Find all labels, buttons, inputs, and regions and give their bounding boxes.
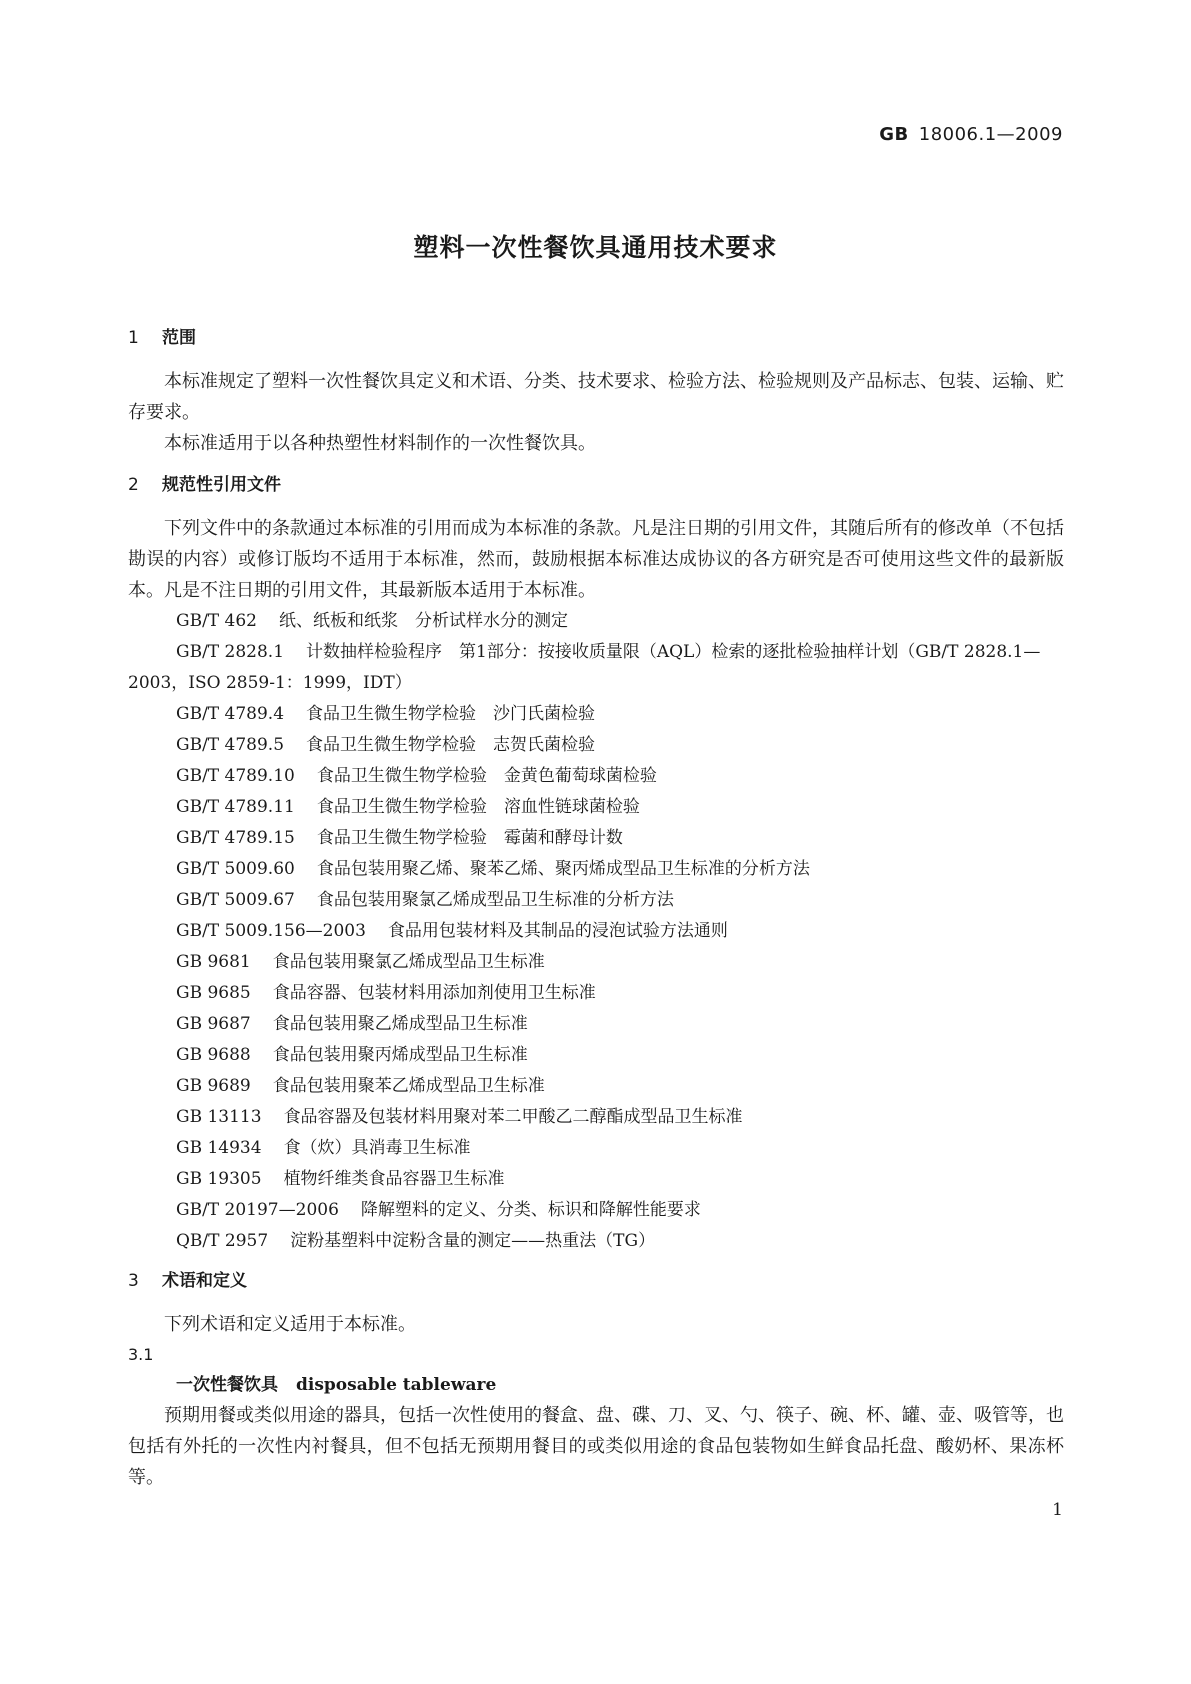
reference-code: GB/T 462: [176, 611, 257, 631]
reference-list: [128, 606, 1064, 1257]
section-title: 范围: [162, 328, 196, 348]
document-body: [128, 324, 1064, 1493]
reference-item: [128, 1195, 1064, 1226]
reference-code: GB/T 4789.15: [176, 828, 295, 848]
section-number: 3: [128, 1271, 139, 1291]
reference-code: GB/T 5009.156—2003: [176, 921, 366, 941]
reference-code: GB/T 20197—2006: [176, 1200, 339, 1220]
section-heading-normative-references: [128, 471, 1064, 499]
reference-code: GB 9685: [176, 983, 251, 1003]
document-title: 塑料一次性餐饮具通用技术要求: [413, 233, 778, 262]
reference-title: 食品卫生微生物学检验 志贺氏菌检验: [306, 735, 596, 755]
reference-item: [128, 823, 1064, 854]
section-number: 1: [128, 328, 139, 348]
reference-code: GB/T 5009.60: [176, 859, 295, 879]
reference-title: 食品包装用聚乙烯成型品卫生标准: [272, 1014, 528, 1034]
reference-item: [128, 947, 1064, 978]
reference-code: GB 9687: [176, 1014, 251, 1034]
reference-title: 食品容器及包装材料用聚对苯二甲酸乙二醇酯成型品卫生标准: [283, 1107, 743, 1127]
reference-title: 纸、纸板和纸浆 分析试样水分的测定: [279, 611, 568, 631]
reference-item: [128, 730, 1064, 761]
reference-item: [128, 916, 1064, 947]
term-chinese: 一次性餐饮具: [176, 1375, 278, 1395]
reference-item: [128, 606, 1064, 637]
reference-item: [128, 854, 1064, 885]
term-definition: 预期用餐或类似用途的器具，包括一次性使用的餐盒、盘、碟、刀、叉、勺、筷子、碗、杯、罐、壶、吸管等，也包括有外托的一次性内衬餐具，但不包括无预期用餐目的或类似用途的食品包装物如生鲜食品托盘、酸奶杯、果冻杯等。: [128, 1405, 1064, 1488]
reference-title: 食品包装用聚丙烯成型品卫生标准: [272, 1045, 528, 1065]
section-title: 术语和定义: [162, 1271, 247, 1291]
reference-title: 食品卫生微生物学检验 沙门氏菌检验: [306, 704, 596, 724]
paragraph: 下列文件中的条款通过本标准的引用而成为本标准的条款。凡是注日期的引用文件，其随后所有的修改单（不包括勘误的内容）或修订版均不适用于本标准，然而，鼓励根据本标准达成协议的各方研究是否可使用这些文件的最新版本。凡是不注日期的引用文件，其最新版本适用于本标准。: [128, 518, 1064, 601]
reference-item: [128, 792, 1064, 823]
reference-title: 淀粉基塑料中淀粉含量的测定——热重法（TG）: [290, 1231, 656, 1251]
reference-code: GB/T 4789.5: [176, 735, 285, 755]
section-heading-terms-definitions: [128, 1267, 1064, 1295]
section-title: 规范性引用文件: [162, 475, 281, 495]
term-entry: [128, 1370, 1064, 1400]
reference-title: 食（炊）具消毒卫生标准: [283, 1138, 471, 1158]
reference-code: GB/T 4789.11: [176, 797, 295, 817]
reference-item: [128, 1071, 1064, 1102]
reference-item: [128, 1226, 1064, 1257]
reference-item: [128, 699, 1064, 730]
paragraph: 本标准适用于以各种热塑性材料制作的一次性餐饮具。: [164, 433, 596, 454]
clause-number: 3.1: [128, 1345, 154, 1364]
reference-item: [128, 1164, 1064, 1195]
reference-item: [128, 637, 1064, 699]
reference-code: GB/T 4789.10: [176, 766, 295, 786]
reference-item: [128, 761, 1064, 792]
reference-item: [128, 885, 1064, 916]
reference-code: GB 9688: [176, 1045, 251, 1065]
reference-title: 食品容器、包装材料用添加剂使用卫生标准: [272, 983, 596, 1003]
reference-code: GB/T 2828.1: [176, 642, 285, 662]
standard-code: [879, 124, 1063, 145]
reference-code: GB 19305: [176, 1169, 262, 1189]
reference-title: 计数抽样检验程序 第1部分：按接收质量限（AQL）检索的逐批检验抽样计划（GB/T 2828.1—2003，ISO 2859-1：1999，IDT）: [128, 642, 1041, 693]
page-number: 1: [1052, 1500, 1063, 1520]
reference-title: 食品卫生微生物学检验 霉菌和酵母计数: [316, 828, 623, 848]
reference-code: GB 14934: [176, 1138, 262, 1158]
reference-code: QB/T 2957: [176, 1231, 269, 1251]
reference-title: 食品包装用聚乙烯、聚苯乙烯、聚丙烯成型品卫生标准的分析方法: [316, 859, 810, 879]
reference-item: [128, 978, 1064, 1009]
reference-title: 食品用包装材料及其制品的浸泡试验方法通则: [387, 921, 728, 941]
reference-title: 食品卫生微生物学检验 金黄色葡萄球菌检验: [316, 766, 657, 786]
term-english: disposable tableware: [296, 1375, 497, 1395]
reference-item: [128, 1102, 1064, 1133]
reference-item: [128, 1133, 1064, 1164]
standard-prefix: GB: [879, 124, 909, 145]
reference-title: 食品包装用聚氯乙烯成型品卫生标准的分析方法: [316, 890, 674, 910]
reference-title: 食品卫生微生物学检验 溶血性链球菌检验: [316, 797, 640, 817]
reference-code: GB 13113: [176, 1107, 262, 1127]
reference-code: GB/T 5009.67: [176, 890, 295, 910]
reference-title: 植物纤维类食品容器卫生标准: [283, 1169, 505, 1189]
paragraph: 下列术语和定义适用于本标准。: [164, 1314, 416, 1335]
reference-item: [128, 1009, 1064, 1040]
standard-number: 18006.1—2009: [918, 124, 1063, 145]
reference-code: GB 9681: [176, 952, 251, 972]
reference-title: 降解塑料的定义、分类、标识和降解性能要求: [360, 1200, 701, 1220]
section-number: 2: [128, 475, 139, 495]
reference-title: 食品包装用聚苯乙烯成型品卫生标准: [272, 1076, 545, 1096]
reference-code: GB 9689: [176, 1076, 251, 1096]
section-heading-scope: [128, 324, 1064, 352]
reference-item: [128, 1040, 1064, 1071]
paragraph: 本标准规定了塑料一次性餐饮具定义和术语、分类、技术要求、检验方法、检验规则及产品标志、包装、运输、贮存要求。: [128, 371, 1064, 423]
reference-title: 食品包装用聚氯乙烯成型品卫生标准: [272, 952, 545, 972]
reference-code: GB/T 4789.4: [176, 704, 285, 724]
